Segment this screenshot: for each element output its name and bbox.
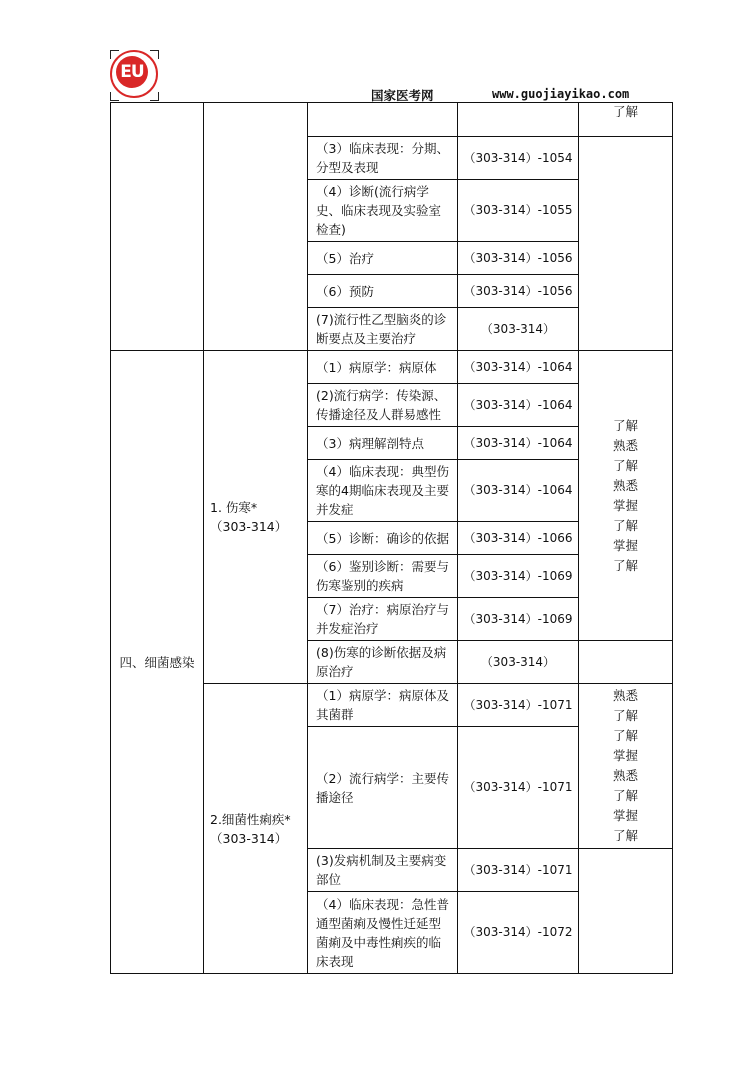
- content-cell: （5）诊断：确诊的依据: [308, 522, 458, 555]
- requirement-level: 掌握: [612, 808, 638, 823]
- requirement-cell: [579, 849, 673, 974]
- table-row: [111, 103, 673, 137]
- requirement-level: 了解: [612, 708, 638, 723]
- code-cell: （303-314）-1055: [458, 180, 579, 242]
- requirement-level: 了解: [612, 557, 638, 573]
- content-cell: (7)流行性乙型脑炎的诊断要点及主要治疗: [308, 308, 458, 351]
- site-url[interactable]: www.guojiayikao.com: [492, 87, 630, 101]
- content-cell: (2)流行病学：传染源、传播途径及人群易感性: [308, 384, 458, 427]
- requirement-cell: [579, 641, 673, 684]
- requirement-level: 掌握: [612, 748, 638, 763]
- category-cell: [111, 103, 204, 351]
- code-cell: （303-314）-1056: [458, 275, 579, 308]
- code-cell: （303-314）: [458, 641, 579, 684]
- code-cell: （303-314）-1072: [458, 892, 579, 974]
- content-cell: （1）病原学：病原体及其菌群: [308, 684, 458, 727]
- content-cell: （6）鉴别诊断：需要与伤寒鉴别的疾病: [308, 555, 458, 598]
- content-cell: (8)伤寒的诊断依据及病原治疗: [308, 641, 458, 684]
- requirement-cell: [579, 684, 673, 849]
- content-cell: （4）临床表现：典型伤寒的4期临床表现及主要并发症: [308, 460, 458, 522]
- code-cell: （303-314）-1064: [458, 460, 579, 522]
- subtopic-code: （303-314）: [210, 830, 288, 846]
- content-cell: （1）病原学：病原体: [308, 351, 458, 384]
- subtopic-name: 1. 伤寒*: [210, 500, 258, 515]
- subtopic-code: （303-314）: [210, 519, 288, 534]
- code-cell: （303-314）: [458, 308, 579, 351]
- requirement-level: 掌握: [612, 537, 638, 553]
- subtopic-cell: [204, 351, 308, 684]
- content-cell: （6）预防: [308, 275, 458, 308]
- requirement-level: 了解: [612, 457, 638, 473]
- content-cell: （2）流行病学：主要传播途径: [308, 727, 458, 849]
- code-cell: （303-314）-1069: [458, 598, 579, 641]
- content-cell: （3）临床表现：分期、分型及表现: [308, 137, 458, 180]
- code-cell: （303-314）-1064: [458, 427, 579, 460]
- content-cell: （4）临床表现：急性普通型菌痢及慢性迁延型菌痢及中毒性痢疾的临床表现: [308, 892, 458, 974]
- requirement-cell: 了解: [579, 103, 673, 137]
- requirement-level: 掌握: [612, 497, 638, 513]
- code-cell: （303-314）-1069: [458, 555, 579, 598]
- requirement-cell: [579, 351, 673, 641]
- requirement-level: 了解: [612, 417, 638, 433]
- requirement-level: 了解: [612, 828, 638, 843]
- requirement-cell: [579, 137, 673, 351]
- code-cell: （303-314）-1066: [458, 522, 579, 555]
- requirement-level: 熟悉: [612, 477, 638, 493]
- content-cell: （3）病理解剖特点: [308, 427, 458, 460]
- syllabus-table: [110, 102, 673, 974]
- table-row: [111, 351, 673, 384]
- code-cell: （303-314）-1071: [458, 684, 579, 727]
- site-name: 国家医考网: [371, 88, 434, 103]
- content-cell: （7）治疗：病原治疗与并发症治疗: [308, 598, 458, 641]
- content-cell: (3)发病机制及主要病变部位: [308, 849, 458, 892]
- code-cell: （303-314）-1056: [458, 242, 579, 275]
- code-cell: （303-314）-1071: [458, 727, 579, 849]
- code-cell: （303-314）-1071: [458, 849, 579, 892]
- code-cell: （303-314）-1054: [458, 137, 579, 180]
- logo-mark: EU: [116, 56, 148, 88]
- requirement-level: 熟悉: [612, 437, 638, 453]
- content-cell: （5）治疗: [308, 242, 458, 275]
- code-cell: （303-314）-1064: [458, 351, 579, 384]
- requirement-level: 了解: [612, 517, 638, 533]
- subtopic-name: 2.细菌性痢疾*: [210, 811, 291, 827]
- content-cell: （4）诊断(流行病学史、临床表现及实验室检查): [308, 180, 458, 242]
- code-cell: [458, 103, 579, 137]
- subtopic-cell: [204, 103, 308, 351]
- requirement-level: 了解: [612, 788, 638, 803]
- requirement-level: 了解: [612, 728, 638, 743]
- category-cell: 四、细菌感染: [111, 351, 204, 974]
- requirement-level: 熟悉: [612, 768, 638, 783]
- subtopic-cell: [204, 684, 308, 974]
- site-logo: [110, 50, 158, 98]
- code-cell: （303-314）-1064: [458, 384, 579, 427]
- requirement-level: 熟悉: [612, 688, 638, 703]
- content-cell: [308, 103, 458, 137]
